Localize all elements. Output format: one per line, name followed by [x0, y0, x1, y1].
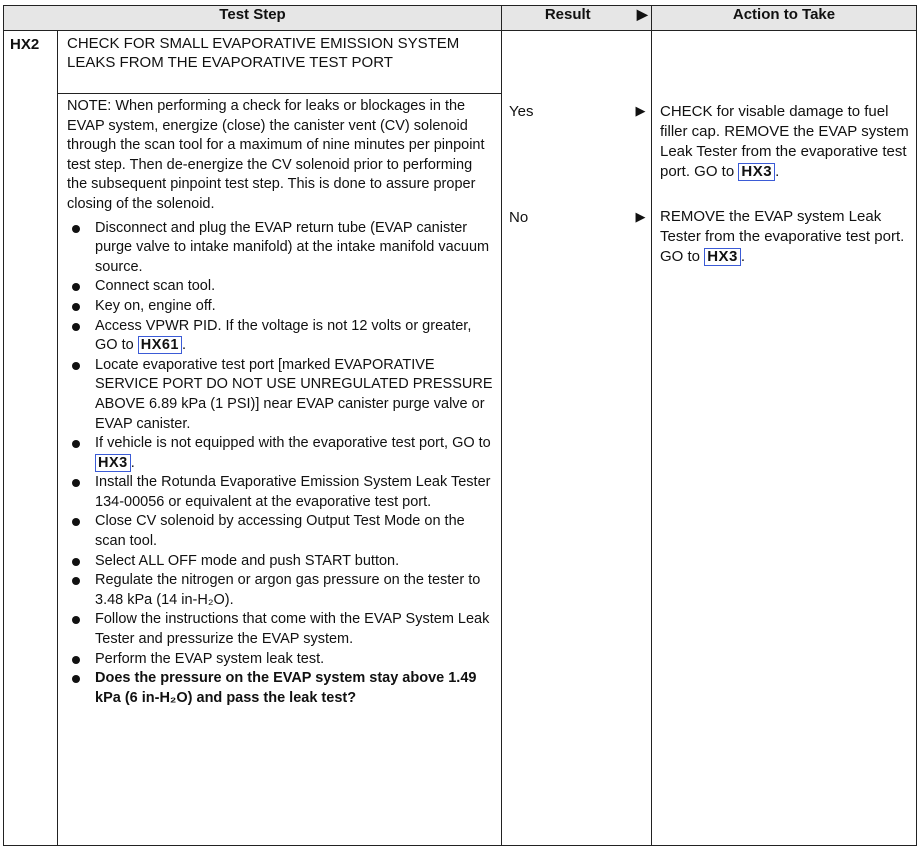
arrow-column	[634, 31, 652, 846]
bullet-icon	[72, 440, 80, 448]
list-item: Access VPWR PID. If the voltage is not 12 volts or greater, GO to HX61 .	[67, 317, 495, 356]
action-header: Action to Take	[652, 6, 917, 31]
action-no-text: REMOVE the EVAP system Leak Tester from the evaporative test port. GO to	[660, 208, 905, 265]
result-yes: Yes	[509, 103, 534, 120]
list-item: Select ALL OFF mode and push START button.	[67, 552, 495, 572]
note-text	[67, 97, 495, 215]
note-paragraph: NOTE: When performing a check for leaks or blockages in the EVAP system, energize (close) the canister vent (CV) solenoid through the scan tool for a maximum of nine minutes per pinpoint test step. Then de-energize the CV solenoid prior to performing the subsequent pinpoint test step. This is done to assure proper closing of the solenoid.	[67, 98, 485, 212]
step-id: HX2	[4, 31, 58, 846]
action-yes-end: .	[775, 163, 780, 180]
bullet-icon	[72, 479, 80, 487]
action-no-end: .	[740, 248, 746, 265]
hx3-link-step[interactable]: HX3	[95, 454, 131, 472]
bullet-icon	[72, 577, 80, 585]
action-yes-text: CHECK for visable damage to fuel filler cap. REMOVE the EVAP system Leak Tester from the evaporative test port. GO to	[660, 103, 909, 180]
hx3-link-no[interactable]: HX3	[704, 248, 741, 266]
list-item: Connect scan tool.	[67, 277, 495, 297]
hx61-link[interactable]: HX61	[138, 336, 182, 354]
result-header: Result	[502, 6, 634, 31]
bullet-icon	[72, 225, 80, 233]
action-no	[660, 207, 912, 267]
action-yes	[660, 102, 912, 182]
list-item: Close CV solenoid by accessing Output Test Mode on the scan tool.	[67, 512, 495, 551]
arrow-header-icon: ▶	[634, 6, 652, 31]
bullet-icon	[72, 656, 80, 664]
list-item: Perform the EVAP system leak test.	[67, 650, 495, 670]
no-arrow-icon: ▶	[635, 209, 646, 224]
bullet-icon	[72, 558, 80, 566]
list-item: Install the Rotunda Evaporative Emission System Leak Tester 134-00056 or equivalent at the evaporative test port.	[67, 473, 495, 512]
bullet-icon	[72, 283, 80, 291]
result-no: No	[509, 209, 529, 226]
bullet-icon	[72, 303, 80, 311]
bullet-icon	[72, 675, 80, 683]
bullet-icon	[72, 518, 80, 526]
list-item: If vehicle is not equipped with the evaporative test port, GO to HX3 .	[67, 434, 495, 473]
pinpoint-test-table	[3, 5, 917, 846]
action-column	[652, 31, 917, 846]
bullet-icon	[72, 323, 80, 331]
list-item: Key on, engine off.	[67, 297, 495, 317]
result-column	[502, 31, 634, 846]
step-title-row	[4, 31, 917, 94]
list-item: Disconnect and plug the EVAP return tube (EVAP canister purge valve to intake manifold) at the intake manifold vacuum source.	[67, 219, 495, 278]
hx3-link-yes[interactable]: HX3	[738, 163, 775, 181]
yes-arrow-icon: ▶	[635, 103, 646, 118]
list-item: Follow the instructions that come with the EVAP System Leak Tester and pressurize the EVAP system.	[67, 610, 495, 649]
bullet-icon	[72, 616, 80, 624]
list-item: Locate evaporative test port [marked EVAPORATIVE SERVICE PORT DO NOT USE UNREGULATED PRESSURE ABOVE 6.89 kPa (1 PSI)] near EVAP canister purge valve or EVAP canister.	[67, 356, 495, 434]
list-item: Regulate the nitrogen or argon gas pressure on the tester to 3.48 kPa (14 in-H₂O).	[67, 571, 495, 610]
step-body	[58, 94, 502, 846]
test-step-header: Test Step	[4, 6, 502, 31]
list-item-question: Does the pressure on the EVAP system stay above 1.49 kPa (6 in-H₂O) and pass the leak test?	[67, 669, 495, 708]
table-header-row	[4, 6, 917, 31]
step-list	[67, 219, 495, 709]
bullet-icon	[72, 362, 80, 370]
step-title: CHECK FOR SMALL EVAPORATIVE EMISSION SYSTEM LEAKS FROM THE EVAPORATIVE TEST PORT	[58, 31, 502, 94]
